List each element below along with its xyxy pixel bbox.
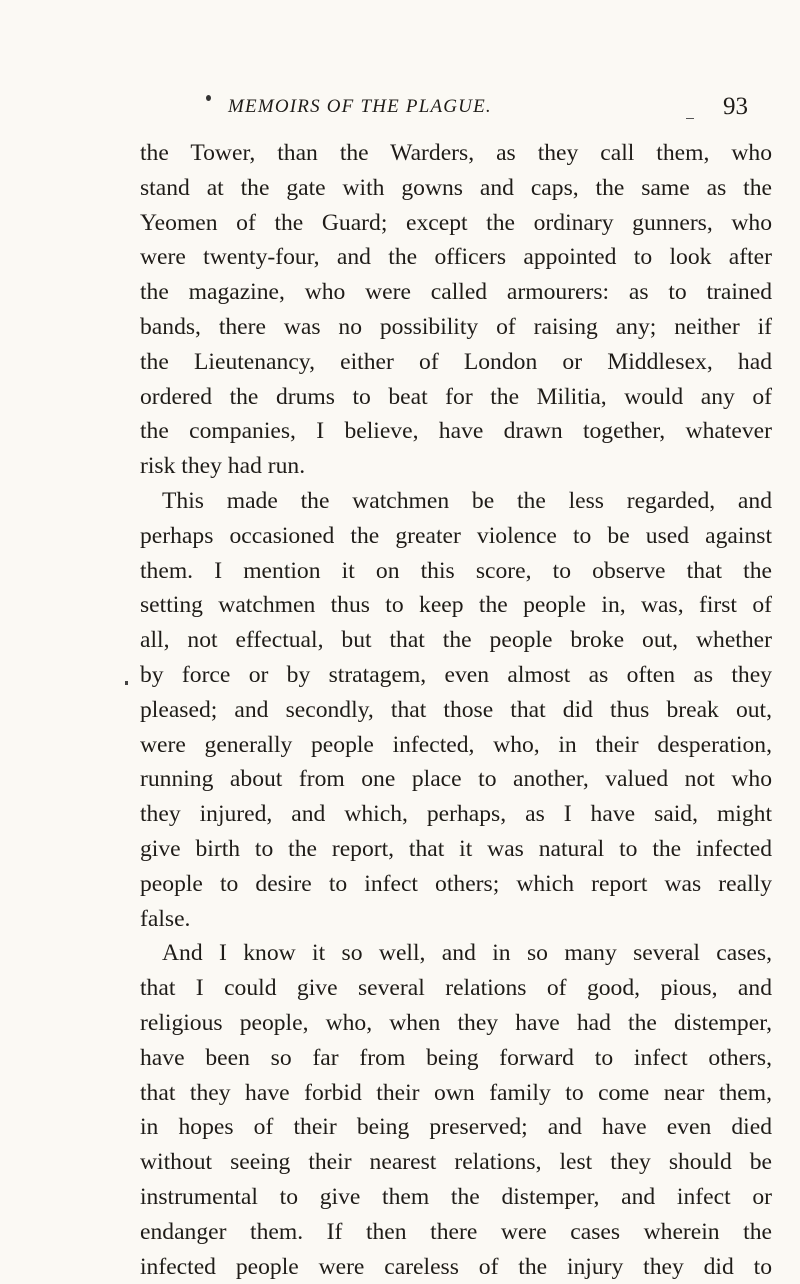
text-line: that I could give several relations of good, pious, and <box>140 971 772 1006</box>
text-line: by force or by stratagem, even almost as often as they <box>140 658 772 693</box>
margin-mark <box>125 681 128 685</box>
text-line: them. I mention it on this score, to observe that the <box>140 554 772 589</box>
text-line: endanger them. If then there were cases wherein the <box>140 1215 772 1250</box>
text-line: false. <box>140 902 772 937</box>
text-line: religious people, who, when they have had the distemper, <box>140 1006 772 1041</box>
text-line: were generally people infected, who, in their desperation, <box>140 728 772 763</box>
text-line: without seeing their nearest relations, lest they should be <box>140 1145 772 1180</box>
text-line: give birth to the report, that it was natural to the infected <box>140 832 772 867</box>
running-head: MEMOIRS OF THE PLAGUE. <box>228 96 492 118</box>
text-line: the companies, I believe, have drawn together, whatever <box>140 414 772 449</box>
text-line: they injured, and which, perhaps, as I have said, might <box>140 797 772 832</box>
text-line: the Tower, than the Warders, as they call them, who <box>140 136 772 171</box>
text-line: ordered the drums to beat for the Militia, would any of <box>140 380 772 415</box>
page-header <box>228 96 748 126</box>
text-line: risk they had run. <box>140 449 772 484</box>
text-line: perhaps occasioned the greater violence to be used against <box>140 519 772 554</box>
text-line: have been so far from being forward to infect others, <box>140 1041 772 1076</box>
text-line: people to desire to infect others; which report was really <box>140 867 772 902</box>
text-line: were twenty-four, and the officers appointed to look after <box>140 240 772 275</box>
text-line: in hopes of their being preserved; and have even died <box>140 1110 772 1145</box>
text-line: the magazine, who were called armourers: as to trained <box>140 275 772 310</box>
text-line: the Lieutenancy, either of London or Middlesex, had <box>140 345 772 380</box>
text-line: This made the watchmen be the less regarded, and <box>140 484 772 519</box>
text-line: all, not effectual, but that the people broke out, whether <box>140 623 772 658</box>
text-line: instrumental to give them the distemper, and infect or <box>140 1180 772 1215</box>
body-text <box>140 136 772 1284</box>
text-line: setting watchmen thus to keep the people in, was, first of <box>140 588 772 623</box>
text-line: bands, there was no possibility of raising any; neither if <box>140 310 772 345</box>
text-line: pleased; and secondly, that those that did thus break out, <box>140 693 772 728</box>
page-number: 93 <box>723 93 748 121</box>
text-line: running about from one place to another, valued not who <box>140 762 772 797</box>
text-line: And I know it so well, and in so many several cases, <box>140 936 772 971</box>
ink-mark <box>206 95 211 101</box>
text-line: that they have forbid their own family to come near them, <box>140 1076 772 1111</box>
text-line: stand at the gate with gowns and caps, the same as the <box>140 171 772 206</box>
text-line: Yeomen of the Guard; except the ordinary gunners, who <box>140 206 772 241</box>
header-rule <box>686 118 694 119</box>
text-line: infected people were careless of the injury they did to <box>140 1250 772 1284</box>
